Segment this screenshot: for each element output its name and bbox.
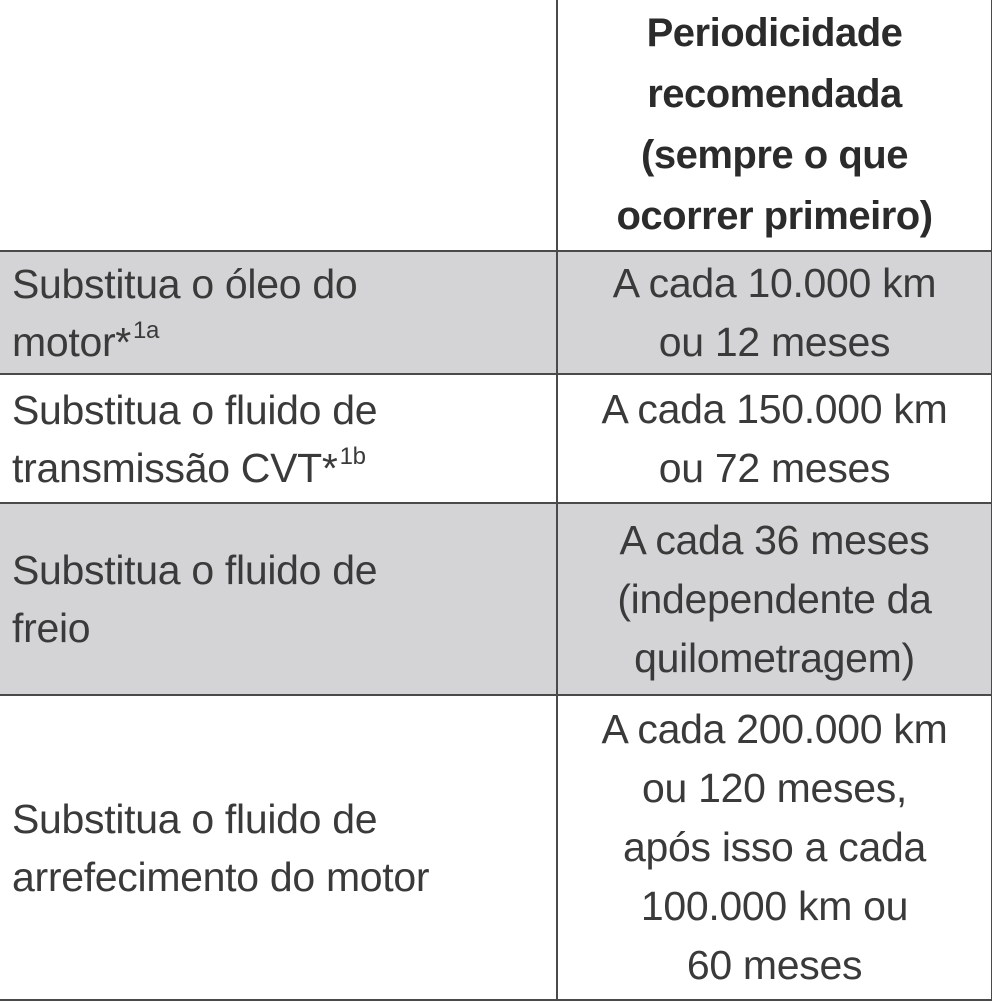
footnote-mark: 1b bbox=[339, 442, 366, 470]
header-row bbox=[0, 0, 992, 251]
header-interval-cell bbox=[557, 0, 992, 251]
item-label bbox=[0, 381, 556, 497]
table-row bbox=[0, 695, 992, 1000]
item-cell bbox=[0, 695, 557, 1000]
item-cell bbox=[0, 251, 557, 374]
item-label bbox=[0, 255, 556, 371]
item-cell bbox=[0, 503, 557, 695]
interval-text: A cada 36 meses (independente da quilometragem) bbox=[617, 516, 932, 681]
item-text: Substitua o fluido de arrefecimento do motor bbox=[12, 795, 430, 900]
item-cell bbox=[0, 374, 557, 503]
interval-column-title: Periodicidade recomendada (sempre o que ocorrer primeiro) bbox=[616, 11, 933, 238]
footnote-mark: 1a bbox=[132, 316, 160, 344]
interval-text: A cada 10.000 km ou 12 meses bbox=[612, 259, 937, 365]
item-text: Substitua o óleo do motor* bbox=[12, 260, 358, 365]
table-row bbox=[0, 374, 992, 503]
interval-cell bbox=[557, 695, 992, 1000]
table-row bbox=[0, 503, 992, 695]
interval-cell bbox=[557, 374, 992, 503]
interval-text: A cada 150.000 km ou 72 meses bbox=[601, 385, 948, 491]
interval-cell bbox=[557, 503, 992, 695]
table-row bbox=[0, 251, 992, 374]
header-blank-cell bbox=[0, 0, 557, 251]
item-label bbox=[0, 541, 556, 657]
item-text: Substitua o fluido de freio bbox=[12, 547, 378, 651]
interval-cell bbox=[557, 251, 992, 374]
item-label bbox=[0, 790, 556, 906]
interval-text: A cada 200.000 km ou 120 meses, após isso a cada 100.000 km ou 60 meses bbox=[601, 706, 948, 988]
item-text: Substitua o fluido de transmissão CVT* bbox=[12, 386, 378, 491]
